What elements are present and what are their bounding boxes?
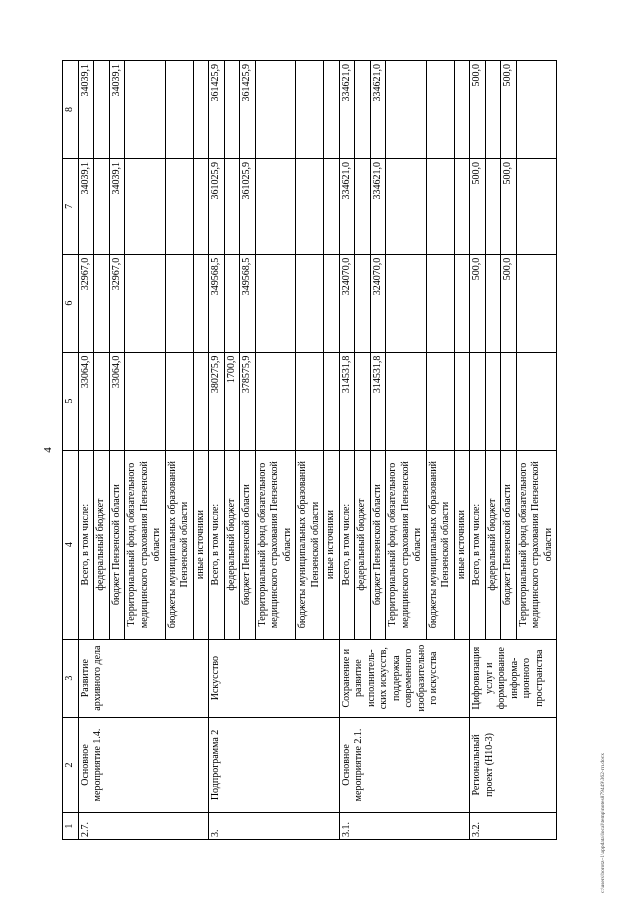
- amount-cell-8: [386, 61, 427, 159]
- amount-cell-6: [516, 254, 557, 352]
- amount-cell-8: [485, 61, 501, 159]
- column-header-5: 5: [63, 352, 79, 450]
- amount-cell-8: 500,0: [501, 61, 517, 159]
- amount-cell-8: [165, 61, 193, 159]
- amount-cell-8: [454, 61, 470, 159]
- amount-cell-8: [94, 61, 110, 159]
- table-row: [209, 61, 225, 840]
- amount-cell-7: [485, 158, 501, 254]
- column-header-2: 2: [63, 717, 79, 813]
- program-name: Подпрограмма 2: [209, 717, 340, 813]
- amount-cell-8: 34039,1: [78, 61, 94, 159]
- amount-cell-6: [454, 254, 470, 352]
- amount-cell-5: 33064,0: [109, 352, 125, 450]
- row-number: 3.1.: [339, 813, 470, 840]
- amount-cell-6: 500,0: [470, 254, 486, 352]
- amount-cell-6: 349568,5: [209, 254, 225, 352]
- funding-source: федеральный бюджет: [224, 450, 240, 639]
- amount-cell-5: [454, 352, 470, 450]
- program-name: Основное мероприятие 1.4.: [78, 717, 209, 813]
- funding-source: Всего, в том числе:: [78, 450, 94, 639]
- program-description: Цифровизация услуг и формирование информа-ционного пространства: [470, 639, 557, 717]
- amount-cell-5: [165, 352, 193, 450]
- amount-cell-5: [255, 352, 296, 450]
- amount-cell-5: [426, 352, 454, 450]
- column-header-7: 7: [63, 158, 79, 254]
- amount-cell-6: [224, 254, 240, 352]
- amount-cell-6: [125, 254, 166, 352]
- column-header-4: 4: [63, 450, 79, 639]
- amount-cell-7: 361025,9: [240, 158, 256, 254]
- funding-source: федеральный бюджет: [355, 450, 371, 639]
- amount-cell-6: 32967,0: [109, 254, 125, 352]
- amount-cell-6: 324070,0: [370, 254, 386, 352]
- amount-cell-8: [516, 61, 557, 159]
- amount-cell-6: [296, 254, 324, 352]
- amount-cell-7: [165, 158, 193, 254]
- amount-cell-7: [94, 158, 110, 254]
- funding-source: Территориальный фонд обязательного медицинского страхования Пензенской области: [255, 450, 296, 639]
- funding-source: иные источники: [193, 450, 209, 639]
- budget-table: [62, 60, 557, 840]
- program-name: Региональный проект (Н10-3): [470, 717, 557, 813]
- amount-cell-7: [355, 158, 371, 254]
- program-name: Основное мероприятие 2.1.: [339, 717, 470, 813]
- funding-source: бюджеты муниципальных образований Пензенской области: [165, 450, 193, 639]
- amount-cell-6: [193, 254, 209, 352]
- column-header-3: 3: [63, 639, 79, 717]
- funding-source: бюджет Пензенской области: [501, 450, 517, 639]
- funding-source: федеральный бюджет: [94, 450, 110, 639]
- funding-source: бюджет Пензенской области: [370, 450, 386, 639]
- amount-cell-5: [386, 352, 427, 450]
- amount-cell-5: [501, 352, 517, 450]
- amount-cell-5: 378575,9: [240, 352, 256, 450]
- row-number: 3.2.: [470, 813, 557, 840]
- amount-cell-6: [426, 254, 454, 352]
- funding-source: федеральный бюджет: [485, 450, 501, 639]
- amount-cell-6: [165, 254, 193, 352]
- amount-cell-6: [324, 254, 340, 352]
- amount-cell-6: 349568,5: [240, 254, 256, 352]
- amount-cell-5: [516, 352, 557, 450]
- amount-cell-8: [193, 61, 209, 159]
- program-description: Искусство: [209, 639, 340, 717]
- program-description: Сохранение и развитие исполнитель-ских искусств, поддержка современного изобразительно го искусства: [339, 639, 470, 717]
- amount-cell-5: [355, 352, 371, 450]
- amount-cell-8: [296, 61, 324, 159]
- amount-cell-8: 334621,0: [370, 61, 386, 159]
- funding-source: Территориальный фонд обязательного медицинского страхования Пензенской области: [516, 450, 557, 639]
- amount-cell-6: 500,0: [501, 254, 517, 352]
- amount-cell-6: 324070,0: [339, 254, 355, 352]
- page-number: 4: [42, 447, 54, 453]
- amount-cell-6: [355, 254, 371, 352]
- amount-cell-6: 32967,0: [78, 254, 94, 352]
- amount-cell-7: 34039,1: [109, 158, 125, 254]
- footer-file-path: c:\users\borotz~1\appdata\local\temp\notes879449\362-гп.docx: [600, 753, 606, 893]
- amount-cell-7: [386, 158, 427, 254]
- amount-cell-6: [386, 254, 427, 352]
- funding-source: бюджет Пензенской области: [240, 450, 256, 639]
- amount-cell-7: 334621,0: [339, 158, 355, 254]
- amount-cell-7: [324, 158, 340, 254]
- funding-source: бюджет Пензенской области: [109, 450, 125, 639]
- amount-cell-7: [255, 158, 296, 254]
- amount-cell-6: [485, 254, 501, 352]
- column-header-6: 6: [63, 254, 79, 352]
- amount-cell-7: 334621,0: [370, 158, 386, 254]
- amount-cell-7: [426, 158, 454, 254]
- amount-cell-5: 314531,8: [339, 352, 355, 450]
- amount-cell-8: 334621,0: [339, 61, 355, 159]
- header-row: [63, 61, 79, 840]
- amount-cell-5: 1700,0: [224, 352, 240, 450]
- funding-source: иные источники: [454, 450, 470, 639]
- amount-cell-8: 500,0: [470, 61, 486, 159]
- amount-cell-7: 361025,9: [209, 158, 225, 254]
- amount-cell-5: [324, 352, 340, 450]
- column-header-1: 1: [63, 813, 79, 840]
- amount-cell-5: [485, 352, 501, 450]
- funding-source: Всего, в том числе:: [209, 450, 225, 639]
- amount-cell-5: [193, 352, 209, 450]
- amount-cell-8: 361425,9: [240, 61, 256, 159]
- amount-cell-5: 314531,8: [370, 352, 386, 450]
- funding-source: Территориальный фонд обязательного медицинского страхования Пензенской области: [125, 450, 166, 639]
- funding-source: бюджеты муниципальных образований Пензенской области: [426, 450, 454, 639]
- amount-cell-8: [125, 61, 166, 159]
- row-number: 3.: [209, 813, 340, 840]
- amount-cell-6: [255, 254, 296, 352]
- amount-cell-7: 34039,1: [78, 158, 94, 254]
- column-header-8: 8: [63, 61, 79, 159]
- amount-cell-8: 361425,9: [209, 61, 225, 159]
- amount-cell-8: [426, 61, 454, 159]
- amount-cell-5: [94, 352, 110, 450]
- amount-cell-6: [94, 254, 110, 352]
- amount-cell-5: [125, 352, 166, 450]
- table-row: [470, 61, 486, 840]
- amount-cell-5: [296, 352, 324, 450]
- amount-cell-8: [224, 61, 240, 159]
- amount-cell-7: [454, 158, 470, 254]
- row-number: 2.7.: [78, 813, 209, 840]
- funding-source: Всего, в том числе:: [470, 450, 486, 639]
- budget-table-sheet: [62, 60, 612, 840]
- amount-cell-5: 380275,9: [209, 352, 225, 450]
- amount-cell-8: [255, 61, 296, 159]
- amount-cell-8: [355, 61, 371, 159]
- amount-cell-8: [324, 61, 340, 159]
- funding-source: Территориальный фонд обязательного медицинского страхования Пензенской области: [386, 450, 427, 639]
- amount-cell-8: 34039,1: [109, 61, 125, 159]
- amount-cell-7: [516, 158, 557, 254]
- funding-source: иные источники: [324, 450, 340, 639]
- amount-cell-7: [224, 158, 240, 254]
- amount-cell-7: [125, 158, 166, 254]
- amount-cell-7: [193, 158, 209, 254]
- table-row: [78, 61, 94, 840]
- amount-cell-5: [470, 352, 486, 450]
- amount-cell-7: 500,0: [501, 158, 517, 254]
- amount-cell-7: [296, 158, 324, 254]
- program-description: Развитие архивного дела: [78, 639, 209, 717]
- amount-cell-7: 500,0: [470, 158, 486, 254]
- amount-cell-5: 33064,0: [78, 352, 94, 450]
- funding-source: бюджеты муниципальных образований Пензенской области: [296, 450, 324, 639]
- table-row: [339, 61, 355, 840]
- funding-source: Всего, в том числе:: [339, 450, 355, 639]
